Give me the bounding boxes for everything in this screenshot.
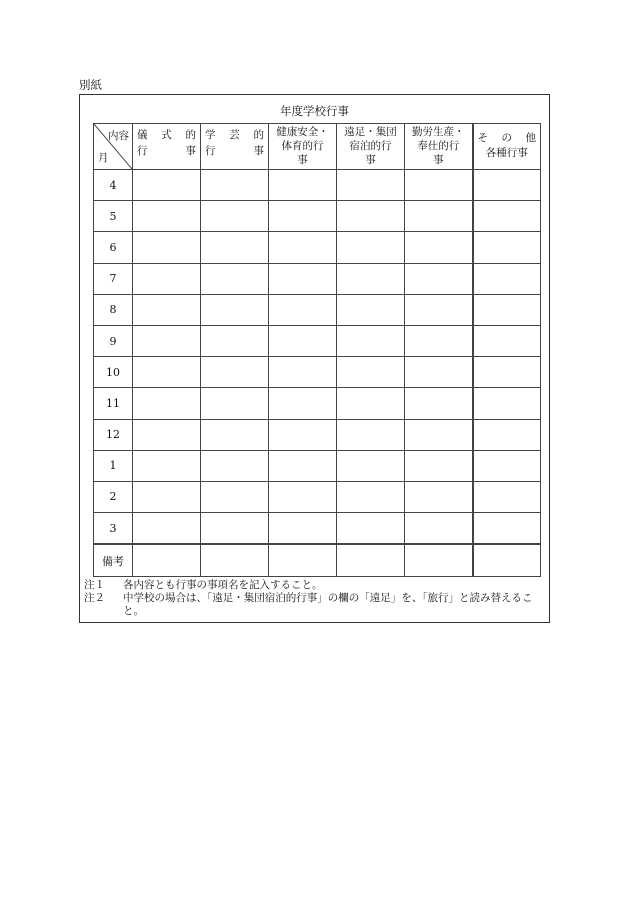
cell[interactable] bbox=[201, 325, 269, 356]
cell[interactable] bbox=[473, 544, 541, 577]
cell[interactable] bbox=[269, 388, 337, 419]
month-row bbox=[94, 419, 541, 450]
month-label: 9 bbox=[94, 325, 133, 356]
note-label: 注２ bbox=[84, 592, 105, 604]
schedule-form bbox=[79, 94, 550, 623]
cell[interactable] bbox=[133, 170, 201, 201]
cell[interactable] bbox=[473, 263, 541, 294]
cell[interactable] bbox=[473, 201, 541, 232]
header-health-safety-pe: 健康安全・ 体育的行 事 bbox=[269, 124, 337, 170]
cell[interactable] bbox=[337, 325, 405, 356]
month-row bbox=[94, 294, 541, 325]
cell[interactable] bbox=[269, 201, 337, 232]
notes bbox=[84, 579, 545, 618]
month-row bbox=[94, 170, 541, 201]
form-title: 年度学校行事 bbox=[280, 104, 349, 118]
cell[interactable] bbox=[337, 419, 405, 450]
cell[interactable] bbox=[337, 450, 405, 481]
corner-content-label: 内容 bbox=[108, 130, 129, 142]
cell[interactable] bbox=[269, 513, 337, 545]
cell[interactable] bbox=[133, 325, 201, 356]
month-row bbox=[94, 263, 541, 294]
note-text: 各内容とも行事の事項名を記入すること。 bbox=[123, 579, 323, 591]
month-row bbox=[94, 232, 541, 263]
month-row bbox=[94, 325, 541, 356]
cell[interactable] bbox=[201, 263, 269, 294]
month-row bbox=[94, 450, 541, 481]
note-2 bbox=[84, 592, 545, 618]
cell[interactable] bbox=[405, 325, 473, 356]
cell[interactable] bbox=[133, 450, 201, 481]
corner-header bbox=[94, 124, 133, 170]
header-labor-service: 勤労生産・ 奉仕的行 事 bbox=[405, 124, 473, 170]
cell[interactable] bbox=[201, 170, 269, 201]
cell[interactable] bbox=[269, 419, 337, 450]
cell[interactable] bbox=[405, 450, 473, 481]
cell[interactable] bbox=[473, 294, 541, 325]
month-label: 12 bbox=[94, 419, 133, 450]
header-ceremonial: 儀 式 的 行 事 bbox=[133, 124, 201, 170]
cell[interactable] bbox=[473, 388, 541, 419]
note-label: 注１ bbox=[84, 579, 105, 591]
cell[interactable] bbox=[201, 513, 269, 545]
cell[interactable] bbox=[405, 232, 473, 263]
cell[interactable] bbox=[337, 357, 405, 388]
cell[interactable] bbox=[337, 232, 405, 263]
cell[interactable] bbox=[269, 294, 337, 325]
month-label: 1 bbox=[94, 450, 133, 481]
cell[interactable] bbox=[473, 357, 541, 388]
note-text: 中学校の場合は、「遠足・集団宿泊的行事」の欄の「遠足」を、「旅行」と読み替えること。 bbox=[123, 592, 533, 617]
cell[interactable] bbox=[133, 232, 201, 263]
cell[interactable] bbox=[337, 513, 405, 545]
cell[interactable] bbox=[201, 201, 269, 232]
cell[interactable] bbox=[405, 388, 473, 419]
cell[interactable] bbox=[337, 170, 405, 201]
cell[interactable] bbox=[133, 513, 201, 545]
note-1 bbox=[84, 579, 545, 592]
cell[interactable] bbox=[133, 357, 201, 388]
cell[interactable] bbox=[337, 201, 405, 232]
cell[interactable] bbox=[405, 263, 473, 294]
cell[interactable] bbox=[201, 450, 269, 481]
month-row bbox=[94, 513, 541, 545]
cell[interactable] bbox=[337, 481, 405, 512]
month-label: 11 bbox=[94, 388, 133, 419]
cell[interactable] bbox=[269, 357, 337, 388]
cell[interactable] bbox=[337, 263, 405, 294]
cell[interactable] bbox=[473, 232, 541, 263]
cell[interactable] bbox=[473, 450, 541, 481]
cell[interactable] bbox=[133, 388, 201, 419]
cell[interactable] bbox=[405, 201, 473, 232]
cell[interactable] bbox=[405, 419, 473, 450]
cell[interactable] bbox=[269, 325, 337, 356]
cell[interactable] bbox=[405, 544, 473, 577]
cell[interactable] bbox=[337, 544, 405, 577]
remarks-label: 備考 bbox=[94, 544, 133, 577]
cell[interactable] bbox=[201, 294, 269, 325]
cell[interactable] bbox=[269, 263, 337, 294]
cell[interactable] bbox=[337, 388, 405, 419]
cell[interactable] bbox=[473, 513, 541, 545]
cell[interactable] bbox=[201, 419, 269, 450]
month-label: 8 bbox=[94, 294, 133, 325]
cell[interactable] bbox=[473, 481, 541, 512]
month-label: 4 bbox=[94, 170, 133, 201]
cell[interactable] bbox=[201, 544, 269, 577]
month-label: 3 bbox=[94, 513, 133, 545]
header-other-events: そ の 他 各種行事 bbox=[473, 124, 541, 170]
cell[interactable] bbox=[405, 294, 473, 325]
month-row bbox=[94, 388, 541, 419]
cell[interactable] bbox=[133, 419, 201, 450]
month-row bbox=[94, 481, 541, 512]
month-label: 10 bbox=[94, 357, 133, 388]
header-excursion-overnight: 遠足・集団 宿泊的行 事 bbox=[337, 124, 405, 170]
month-row bbox=[94, 201, 541, 232]
month-label: 6 bbox=[94, 232, 133, 263]
corner-month-label: 月 bbox=[98, 152, 109, 164]
cell[interactable] bbox=[269, 481, 337, 512]
schedule-table bbox=[93, 123, 541, 577]
attachment-label: 別紙 bbox=[79, 78, 102, 92]
remarks-row bbox=[94, 544, 541, 577]
cell[interactable] bbox=[133, 294, 201, 325]
cell[interactable] bbox=[269, 544, 337, 577]
cell[interactable] bbox=[269, 232, 337, 263]
month-label: 7 bbox=[94, 263, 133, 294]
header-row bbox=[94, 124, 541, 170]
month-label: 5 bbox=[94, 201, 133, 232]
cell[interactable] bbox=[201, 481, 269, 512]
cell[interactable] bbox=[201, 357, 269, 388]
cell[interactable] bbox=[133, 201, 201, 232]
cell[interactable] bbox=[405, 170, 473, 201]
cell[interactable] bbox=[133, 544, 201, 577]
cell[interactable] bbox=[405, 513, 473, 545]
month-label: 2 bbox=[94, 481, 133, 512]
cell[interactable] bbox=[337, 294, 405, 325]
cell[interactable] bbox=[269, 170, 337, 201]
cell[interactable] bbox=[405, 481, 473, 512]
header-cultural: 学 芸 的 行 事 bbox=[201, 124, 269, 170]
cell[interactable] bbox=[201, 388, 269, 419]
cell[interactable] bbox=[269, 450, 337, 481]
cell[interactable] bbox=[201, 232, 269, 263]
cell[interactable] bbox=[473, 325, 541, 356]
cell[interactable] bbox=[133, 481, 201, 512]
cell[interactable] bbox=[473, 419, 541, 450]
month-row bbox=[94, 357, 541, 388]
cell[interactable] bbox=[405, 357, 473, 388]
cell[interactable] bbox=[473, 170, 541, 201]
cell[interactable] bbox=[133, 263, 201, 294]
